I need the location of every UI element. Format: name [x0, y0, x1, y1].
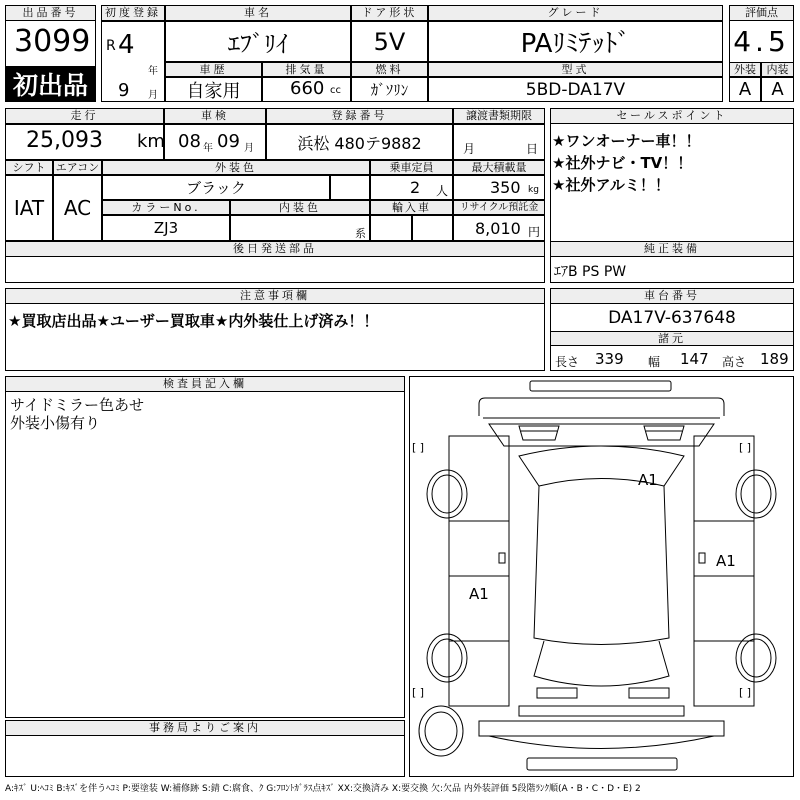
displacement-value: 660 — [290, 78, 325, 99]
height-value: 189 — [760, 350, 789, 368]
aircon-value: AC — [53, 175, 102, 241]
color-label: 外装色 — [102, 160, 370, 175]
reg-month: 9 — [118, 80, 130, 101]
sales-point-2: ★社外ナビ・TV！！ — [552, 154, 693, 172]
mileage-unit: km — [137, 131, 165, 152]
interior-color-unit: 系 — [355, 227, 366, 240]
car-diagram — [409, 376, 794, 777]
deadline-label: 譲渡書類期限 — [453, 108, 545, 124]
car-name-label: 車名 — [165, 5, 351, 21]
genuine-label: 純正装備 — [550, 241, 794, 257]
inspection-month-unit: 月 — [244, 143, 254, 154]
inspection-year: 08 — [178, 131, 201, 152]
inspection-year-unit: 年 — [203, 143, 213, 154]
specs-label: 諸元 — [550, 331, 794, 346]
sales-point-1: ★ワンオーナー車！！ — [552, 132, 701, 150]
mileage-label: 走行 — [5, 108, 164, 124]
shift-value: IAT — [5, 175, 53, 241]
interior-color-cell — [230, 215, 370, 241]
max-load-value: 350 — [490, 178, 521, 197]
chassis-value: DA17V-637648 — [608, 308, 736, 328]
capacity-unit: 人 — [436, 184, 449, 198]
import-label: 輸入車 — [370, 200, 453, 215]
displacement-label: 排気量 — [262, 62, 351, 77]
notes-value: ★買取店出品★ユーザー買取車★内外装仕上げ済み！！ — [8, 312, 379, 330]
ext-score-label: 外装 — [729, 62, 761, 77]
deadline-day-unit: 日 — [526, 142, 539, 156]
legend: A:ｷｽﾞ U:ﾍｺﾐ B:ｷｽﾞを伴うﾍｺﾐ P:要塗装 W:補修跡 S:錆 C:腐食、ｸ G:ﾌﾛﾝﾄｶﾞﾗｽ点ｷｽﾞ XX:交換済み X:要交換 欠:欠品 内外装評価 5段階ﾗﾝｸ順(A・B・C・D・E) 2 — [5, 784, 641, 794]
lot-number: 3099 — [14, 24, 91, 59]
damage-mark: A1 — [469, 585, 489, 603]
bracket-right-top: [ ] — [739, 441, 752, 454]
color-extra-cell — [330, 175, 370, 200]
damage-mark: A1 — [716, 552, 736, 570]
ext-score-value: A — [729, 77, 761, 102]
bracket-right-bottom: [ ] — [739, 686, 752, 699]
score-value: 4.5 — [733, 25, 790, 58]
plate-value: 浜松 480テ9882 — [266, 124, 453, 160]
recycle-value: 8,010 — [475, 219, 521, 238]
displacement-unit: cc — [330, 85, 341, 96]
fuel-value: ｶﾞｿﾘﾝ — [351, 77, 428, 102]
interior-color-label: 内装色 — [230, 200, 370, 215]
color-value: ブラック — [102, 175, 330, 200]
color-no-label: カラーNo. — [102, 200, 230, 215]
reg-month-unit: 月 — [148, 90, 158, 101]
import-cell-a — [370, 215, 412, 241]
history-value: 自家用 — [165, 77, 262, 102]
inspection-month: 09 — [217, 131, 240, 152]
reg-era: R — [106, 38, 116, 54]
color-no-value: ZJ3 — [102, 215, 230, 241]
max-load-label: 最大積載量 — [453, 160, 545, 175]
bracket-left-top: [ ] — [412, 441, 425, 454]
reg-label: 初度登録 — [101, 5, 165, 21]
reg-year: 4 — [118, 30, 135, 60]
lot-label: 出品番号 — [5, 5, 96, 21]
int-score-label: 内装 — [761, 62, 794, 77]
width-label: 幅 — [648, 355, 661, 369]
aircon-label: エアコン — [53, 160, 102, 175]
car-name-value: ｴﾌﾞﾘｲ — [165, 21, 351, 62]
later-parts-label: 後日発送部品 — [5, 241, 545, 257]
bracket-left-bottom: [ ] — [412, 686, 425, 699]
history-label: 車歴 — [165, 62, 262, 77]
length-label: 長さ — [555, 355, 580, 369]
recycle-unit: 円 — [528, 225, 541, 239]
length-value: 339 — [595, 350, 624, 368]
model-label: 型式 — [428, 62, 723, 77]
import-cell-b — [412, 215, 453, 241]
grade-value: PAﾘﾐﾃｯﾄﾞ — [428, 21, 723, 62]
inspector-line-1: サイドミラー色あせ — [10, 396, 144, 414]
recycle-label: リサイクル預託金 — [453, 200, 545, 215]
max-load-unit: kg — [528, 185, 539, 195]
model-value: 5BD-DA17V — [428, 77, 723, 102]
shift-label: シフト — [5, 160, 53, 175]
width-value: 147 — [680, 350, 709, 368]
capacity-label: 乗車定員 — [370, 160, 453, 175]
chassis-label: 車台番号 — [550, 288, 794, 304]
score-label: 評価点 — [729, 5, 794, 21]
notes-label: 注意事項欄 — [5, 288, 545, 304]
int-score-value: A — [761, 77, 794, 102]
height-label: 高さ — [722, 355, 747, 369]
reg-year-unit: 年 — [148, 66, 158, 77]
plate-label: 登録番号 — [266, 108, 453, 124]
inspector-line-2: 外装小傷有り — [10, 414, 101, 432]
damage-mark: A1 — [638, 471, 658, 489]
deadline-month-unit: 月 — [463, 142, 476, 156]
office-label: 事務局よりご案内 — [5, 720, 405, 736]
mileage-value: 25,093 — [26, 128, 103, 153]
fuel-label: 燃料 — [351, 62, 428, 77]
inspection-label: 車検 — [164, 108, 266, 124]
genuine-value: ｴｱB PS PW — [554, 264, 627, 280]
capacity-value: 2 — [410, 178, 421, 197]
grade-label: グレード — [428, 5, 723, 21]
first-listing-badge: 初出品 — [6, 66, 95, 101]
sales-points-label: セールスポイント — [550, 108, 794, 124]
door-value: 5V — [351, 21, 428, 62]
inspector-label: 検査員記入欄 — [5, 376, 405, 392]
sales-point-3: ★社外アルミ！！ — [552, 176, 670, 194]
door-label: ドア形状 — [351, 5, 428, 21]
